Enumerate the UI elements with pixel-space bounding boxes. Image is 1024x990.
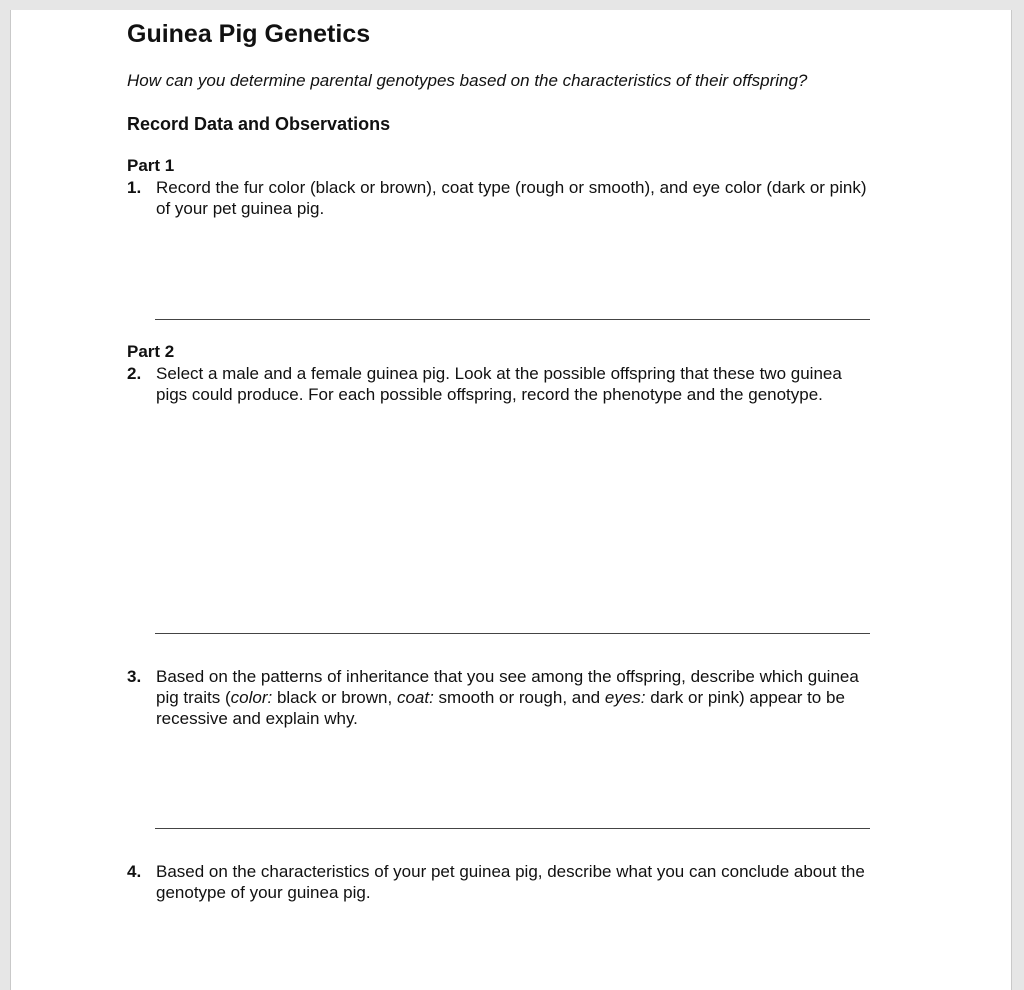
page-title: Guinea Pig Genetics (127, 20, 371, 48)
coat-term: coat: (396, 688, 434, 707)
item-text: Based on the characteristics of your pet guinea pig, describe what you can conclude about the genotype of your guinea pig. (156, 862, 865, 902)
question-item-4 (127, 861, 867, 903)
question-item-2 (127, 363, 867, 405)
part-1-label: Part 1 (127, 156, 175, 175)
eyes-term: eyes: (604, 688, 646, 707)
answer-line-3[interactable] (155, 828, 870, 829)
answer-line-1[interactable] (155, 319, 870, 320)
document-page (10, 10, 1012, 990)
question-item-1 (127, 177, 867, 219)
part-2-label: Part 2 (127, 342, 175, 361)
item-text: Select a male and a female guinea pig. Look at the possible offspring that these two guinea pigs could produce. For each possible offspring, record the phenotype and the genotype. (156, 364, 842, 404)
item-number: 1. (127, 178, 142, 197)
item-number: 2. (127, 364, 142, 383)
item-number: 4. (127, 862, 142, 881)
section-heading: Record Data and Observations (127, 114, 391, 134)
guiding-question: How can you determine parental genotypes based on the characteristics of their offspring? (127, 71, 808, 90)
item-text: Based on the patterns of inheritance that you see among the offspring, describe which guinea pig traits (color: black or brown, coat: smooth or rough, and eyes: dark or pink) appear to be recessive and explain why. (156, 667, 859, 728)
item-text: Record the fur color (black or brown), coat type (rough or smooth), and eye color (dark or pink) of your pet guinea pig. (156, 178, 867, 218)
color-term: color: (230, 688, 273, 707)
answer-line-2[interactable] (155, 633, 870, 634)
item-number: 3. (127, 667, 142, 686)
question-item-3 (127, 666, 867, 729)
